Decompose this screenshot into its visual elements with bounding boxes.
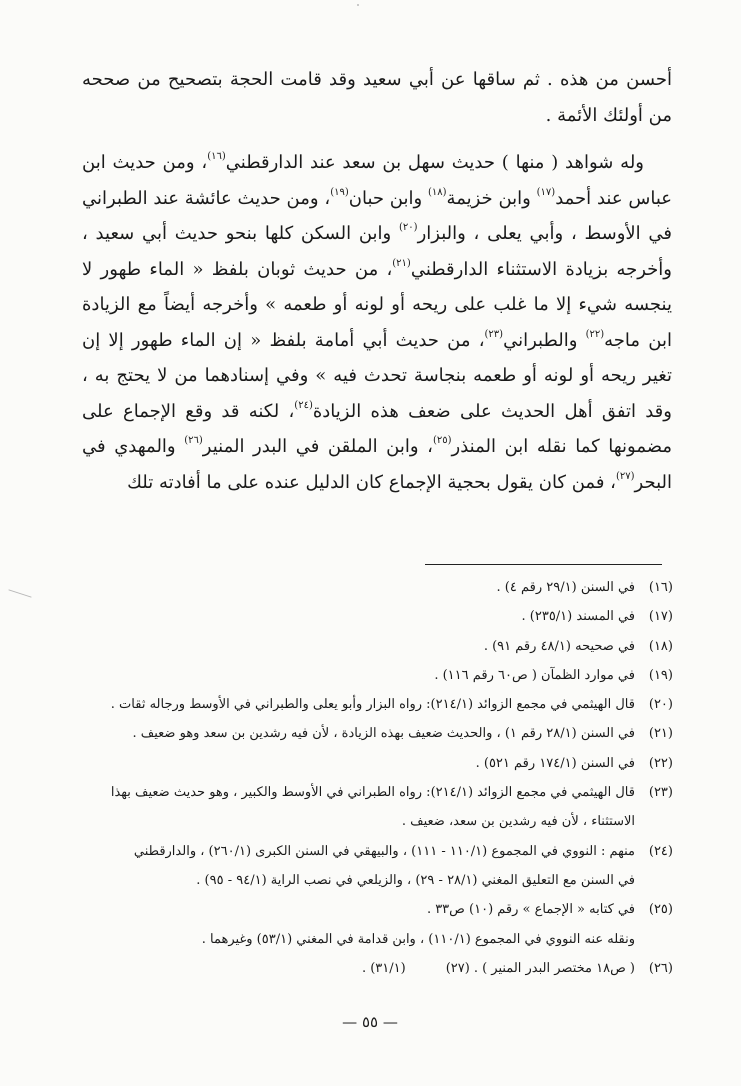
text-run: ، لكنه قد وقع الإجماع على مضمونها كما نقله ابن المنذر: [82, 400, 673, 457]
footnote-item: [78, 749, 673, 778]
footnote-ref: (٢٣): [484, 328, 504, 340]
footnote-item: [78, 632, 673, 661]
footnote-number: (١٨): [648, 638, 673, 654]
footnote-item: [78, 690, 673, 719]
footnote-text: ( ص١٨ مختصر البدر المنير ) .: [473, 960, 635, 976]
footnote-ref: (٢٤): [294, 399, 313, 411]
footnote-text: منهم : النووي في المجموع (١١٠/١ - ١١١) ، والبيهقي في السنن الكبرى (٢٦٠/١) ، والدارقطني: [133, 843, 635, 859]
footnotes: [78, 573, 673, 983]
text-run: ، من حديث أبي أمامة بلفظ « إن الماء طهور إلا إن تغير ريحه أو لونه أو طعمه بنجاسة تحدث فيه » وفي إسنادهما من لا يحتج به ، وقد اتفق أهل الحديث على ضعف هذه الزيادة: [82, 329, 672, 422]
footnote-item: [78, 837, 673, 866]
footnote-ref: (٢٠): [399, 222, 418, 233]
text-run: والطبراني: [503, 329, 586, 351]
footnote-text: في موارد الظمآن ( ص٦٠ رقم ١١٦) .: [434, 667, 635, 683]
footnote-number: (٢٦): [648, 960, 673, 976]
footnote-ref: (١٩): [330, 186, 349, 198]
paragraph-2: [82, 145, 672, 500]
footnote-item: [78, 895, 673, 924]
footnote-item: [78, 719, 673, 748]
text-run: وابن السكن كلها بنحو حديث أبي سعيد ، وأخرجه بزيادة الاستثناء الدارقطني: [82, 223, 672, 280]
text-run: ، وابن الملقن في البدر المنير: [202, 436, 433, 457]
text-run: وابن حبان: [348, 187, 428, 209]
footnote-number: (٢٧): [445, 960, 470, 976]
text-run: ، فمن كان يقول بحجية الإجماع كان الدليل عنده على ما أفادته تلك: [127, 471, 616, 493]
footnote-item: [78, 778, 673, 807]
footnote-text: في السنن (٢٨/١ رقم ١) ، والحديث ضعيف بهذه الزيادة ، لأن فيه رشدين بن سعد وهو ضعيف .: [132, 726, 635, 742]
footnote-continuation: [78, 925, 673, 954]
footnote-ref: (٢٢): [585, 328, 605, 340]
footnote-text: قال الهيثمي في مجمع الزوائد (٢١٤/١): رواه الطبراني في الأوسط والكبير ، وهو حديث ضعيف بهذا: [110, 785, 635, 801]
footnote-number: (١٧): [648, 609, 673, 625]
footnote-number: (٢٣): [648, 785, 673, 801]
footnote-ref: (١٨): [427, 186, 447, 198]
footnote-text: في السنن (٢٩/١ رقم ٤) .: [496, 580, 635, 595]
footnote-text: ونقله عنه النووي في المجموع (١١٠/١) ، وابن قدامة في المغني (٥٣/١) وغيرهما .: [201, 931, 635, 947]
footnote-text: الاستثناء ، لأن فيه رشدين بن سعد، ضعيف .: [401, 814, 635, 830]
footnote-ref: (٢٥): [432, 435, 452, 446]
footnote-ref: (٢١): [392, 257, 411, 269]
footnote-number: (٢٢): [648, 755, 673, 771]
footnote-text: (٣١/١) .: [361, 960, 406, 976]
footnote-text: في المسند (٢٣٥/١) .: [521, 609, 635, 625]
footnote-item: [78, 661, 673, 690]
footnote-text: في صحيحه (٤٨/١ رقم ٩١) .: [483, 638, 635, 654]
page-number: — ٥٥ —: [342, 1013, 398, 1031]
text-run: ، من حديث ثوبان بلفظ « الماء طهور لا ينجسه شيء إلا ما غلب على ريحه أو لونه أو طعمه » وأخرجه أيضاً مع الزيادة ابن ماجه: [82, 258, 672, 351]
footnote-text: قال الهيثمي في مجمع الزوائد (٢١٤/١): رواه البزار وأبو يعلى والطبراني في الأوسط ورجاله ثقات .: [110, 697, 635, 713]
footnote-number: (٢١): [648, 726, 673, 742]
text-run: وابن خزيمة: [446, 187, 537, 209]
paper-speck: [357, 4, 359, 6]
paper-scratch: [8, 589, 31, 597]
text-run: ، ومن حديث ابن عباس عند أحمد: [82, 152, 672, 209]
footnote-ref: (١٦): [207, 151, 226, 162]
footnote-continuation: [78, 866, 673, 895]
footnote-number: (٢٠): [648, 697, 673, 713]
main-text: [82, 62, 672, 500]
footnote-ref: (١٧): [536, 186, 556, 198]
text-run: والمهدي في البحر: [82, 436, 672, 493]
paragraph-1: [82, 62, 672, 133]
text-run: أحسن من هذه . ثم ساقها عن أبي سعيد وقد قامت الحجة بتصحيح من صححه من أولئك الأئمة .: [82, 69, 672, 126]
footnote-separator: [425, 564, 662, 565]
text-run: وله شواهد ( منها ) حديث سهل بن سعد عند الدارقطني: [225, 152, 645, 173]
footnote-text: في السنن (١٧٤/١ رقم ٥٢١) .: [475, 755, 635, 771]
footnote-ref: (٢٦): [184, 435, 203, 446]
footnote-continuation: [78, 807, 673, 836]
footnote-number: (١٩): [648, 667, 673, 683]
footnote-item: [78, 573, 673, 602]
footnote-text: في كتابه « الإجماع » رقم (١٠) ص٣٣ .: [426, 902, 635, 918]
text-run: ، ومن حديث عائشة عند الطبراني في الأوسط ، وأبي يعلى ، والبزار: [82, 187, 673, 244]
footnote-item: [78, 954, 673, 983]
footnote-ref: (٢٧): [615, 470, 635, 482]
footnote-number: (٢٤): [648, 843, 673, 859]
footnote-number: (٢٥): [648, 902, 673, 918]
footnote-text: في السنن مع التعليق المغني (٢٨/١ - ٢٩) ، والزيلعي في نصب الراية (٩٤/١ - ٩٥) .: [196, 872, 635, 888]
footnote-number: (١٦): [648, 580, 673, 595]
footnote-item: [78, 602, 673, 631]
